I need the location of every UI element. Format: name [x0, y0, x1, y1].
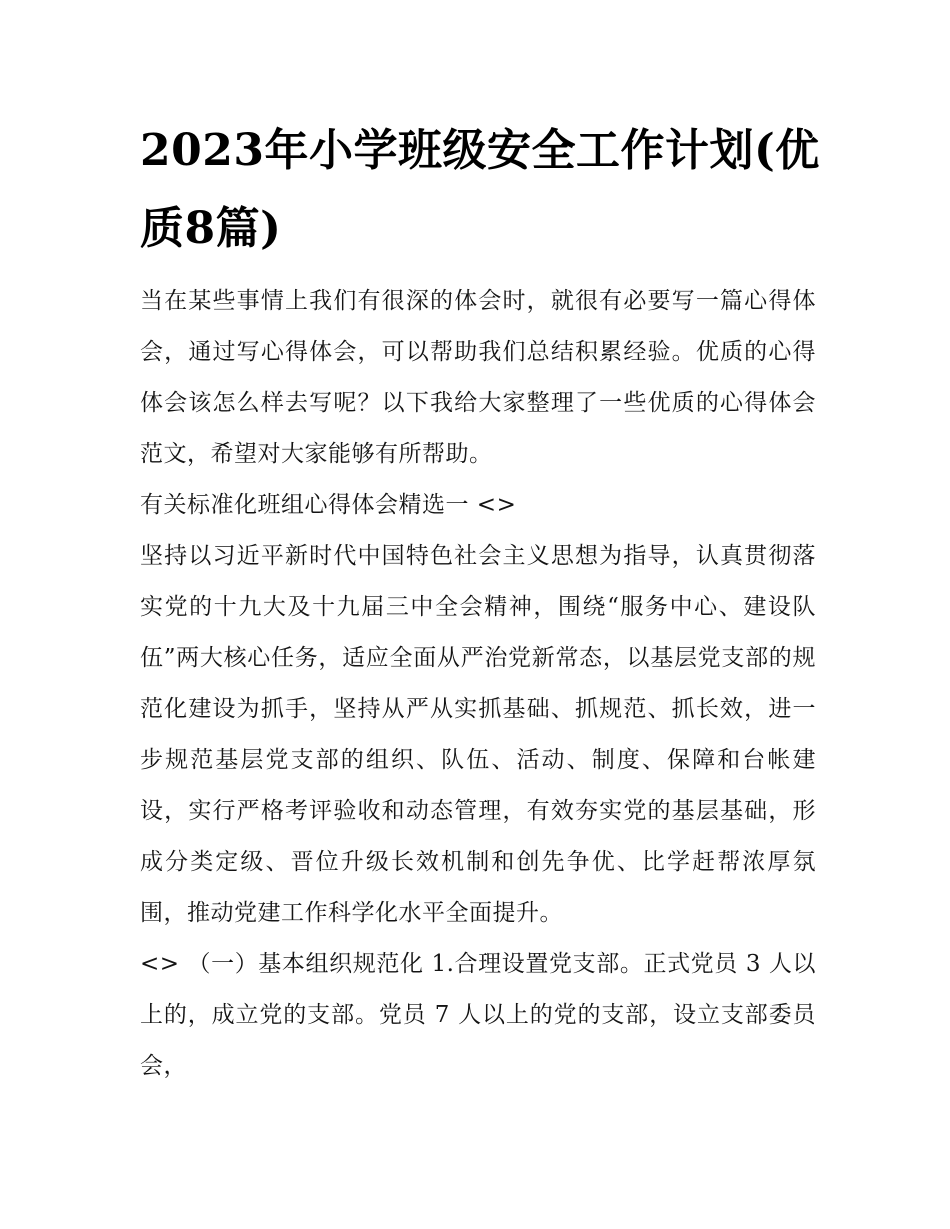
body-paragraph: 坚持以习近平新时代中国特色社会主义思想为指导，认真贯彻落实党的十九大及十九届三中全会精神，围绕“服务中心、建设队伍”两大核心任务，适应全面从严治党新常态，以基层党支部的规范化建设为抓手，坚持从严从实抓基础、抓规范、抓长效，进一步规范基层党支部的组织、队伍、活动、制度、保障和台帐建设，实行严格考评验收和动态管理，有效夯实党的基层基础，形成分类定级、晋位升级长效机制和创先争优、比学赶帮浓厚氛围，推动党建工作科学化水平全面提升。 — [140, 543, 816, 926]
intro-paragraph: 当在某些事情上我们有很深的体会时，就很有必要写一篇心得体会，通过写心得体会，可以帮助我们总结积累经验。优质的心得体会该怎么样去写呢？以下我给大家整理了一些优质的心得体会范文，希望对大家能够有所帮助。 — [140, 288, 816, 467]
document-title: 2023年小学班级安全工作计划(优质8篇) — [140, 125, 820, 254]
body-paragraph: <> （一）基本组织规范化 1.合理设置党支部。正式党员 3 人以上的，成立党的支部。党员 7 人以上的党的支部，设立支部委员会， — [140, 951, 816, 1079]
document-body — [140, 276, 816, 1092]
section-heading: 有关标准化班组心得体会精选一 <> — [140, 492, 517, 518]
